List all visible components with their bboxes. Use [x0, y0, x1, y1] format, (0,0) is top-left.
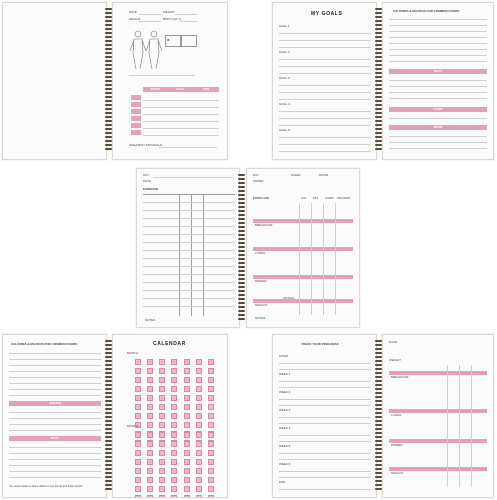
spread-daily-log: [136, 168, 360, 328]
col-goal: GOAL: [176, 87, 185, 91]
measure-box-2: [181, 35, 197, 47]
spread-goals: [272, 2, 494, 160]
calendar-title: CALENDAR: [153, 341, 186, 347]
spread-body-measurements: [2, 2, 228, 160]
day-label: DAY: [143, 173, 149, 177]
totals-label: TOTALS: [283, 296, 295, 300]
spiral-binding: [105, 8, 112, 152]
measurements-page: DATE WEIGHT HEIGHT BODY FAT % ✖ START GOAL END GREATEST STRUGGLE: [112, 2, 228, 160]
date-label: DATE: [143, 179, 151, 183]
month-label-2: MONTH: [127, 424, 138, 428]
water-label: WATER: [253, 179, 264, 183]
foods-page: CALORIES & MACROS FOR COMMON FOODS MEAT DAIRY FRUIT: [382, 2, 494, 160]
goals-page: [272, 2, 377, 160]
body-figure-icon: [129, 29, 163, 71]
progress-page: TRACK YOUR PROGRESS START WEEK 1 WEEK 2 WEEK 3 WEEK 4 WEEK 5 WEEK 6 END: [272, 334, 377, 498]
goal-4-label: GOAL 4: [279, 102, 290, 106]
goal-1-label: GOAL 1: [279, 24, 290, 28]
spiral-binding: [105, 340, 112, 492]
weight-label: WEIGHT: [163, 10, 175, 14]
food-log-page: DAY WATER SLEEP MOOD FOOD LOG CAL FAT CARB PROTEIN BREAKFAST LUNCH DINNER SNACKS TOTALS NOTES: [246, 168, 360, 328]
spread-calendar: [2, 334, 228, 498]
deficit-note: You need create a calorie deficit to lose the fat and build muscle.: [9, 485, 84, 488]
notes-label-right: NOTES: [255, 316, 266, 320]
notes-label: NOTES: [145, 318, 156, 322]
greatest-struggle-label: GREATEST STRUGGLE: [129, 143, 163, 147]
spread-progress: [272, 334, 494, 498]
band-dinner: [253, 275, 353, 279]
goals-title: MY GOALS: [311, 11, 343, 17]
progress-title: TRACK YOUR PROGRESS: [301, 342, 339, 346]
food-log-page-2: DATE WEIGHT BREAKFAST LUNCH DINNER SNACKS: [382, 334, 494, 498]
spiral-binding: [238, 174, 245, 322]
date-label: DATE: [129, 10, 137, 14]
foods-title-2: CALORIES & MACROS FOR COMMON FOODS: [11, 342, 78, 346]
month-label-1: MONTH: [127, 351, 138, 355]
height-label: HEIGHT: [129, 17, 141, 21]
calendar-grid-2: [135, 432, 217, 498]
calendar-page: [112, 334, 228, 498]
food-log-title: FOOD LOG: [253, 196, 269, 200]
goal-2-label: GOAL 2: [279, 50, 290, 54]
exercise-title: EXERCISE: [143, 187, 159, 191]
sleep-label: SLEEP: [291, 173, 301, 177]
mood-label: MOOD: [319, 173, 329, 177]
spiral-binding: [375, 340, 382, 492]
body-fat-label: BODY FAT %: [163, 17, 182, 21]
band-lunch: [253, 247, 353, 251]
foods-page-2: CALORIES & MACROS FOR COMMON FOODS GRAINS NUTS You need create a calorie deficit to lose the fat and build muscle.: [2, 334, 107, 498]
goal-5-label: GOAL 5: [279, 128, 290, 132]
foods-title: CALORIES & MACROS FOR COMMON FOODS: [393, 9, 460, 13]
col-end: END: [202, 87, 210, 91]
blank-page-left: [2, 2, 107, 160]
exercise-page: [136, 168, 240, 328]
day-label-right: DAY: [253, 173, 259, 177]
col-start: START: [150, 87, 161, 91]
spiral-binding: [375, 8, 382, 152]
goal-3-label: GOAL 3: [279, 76, 290, 80]
